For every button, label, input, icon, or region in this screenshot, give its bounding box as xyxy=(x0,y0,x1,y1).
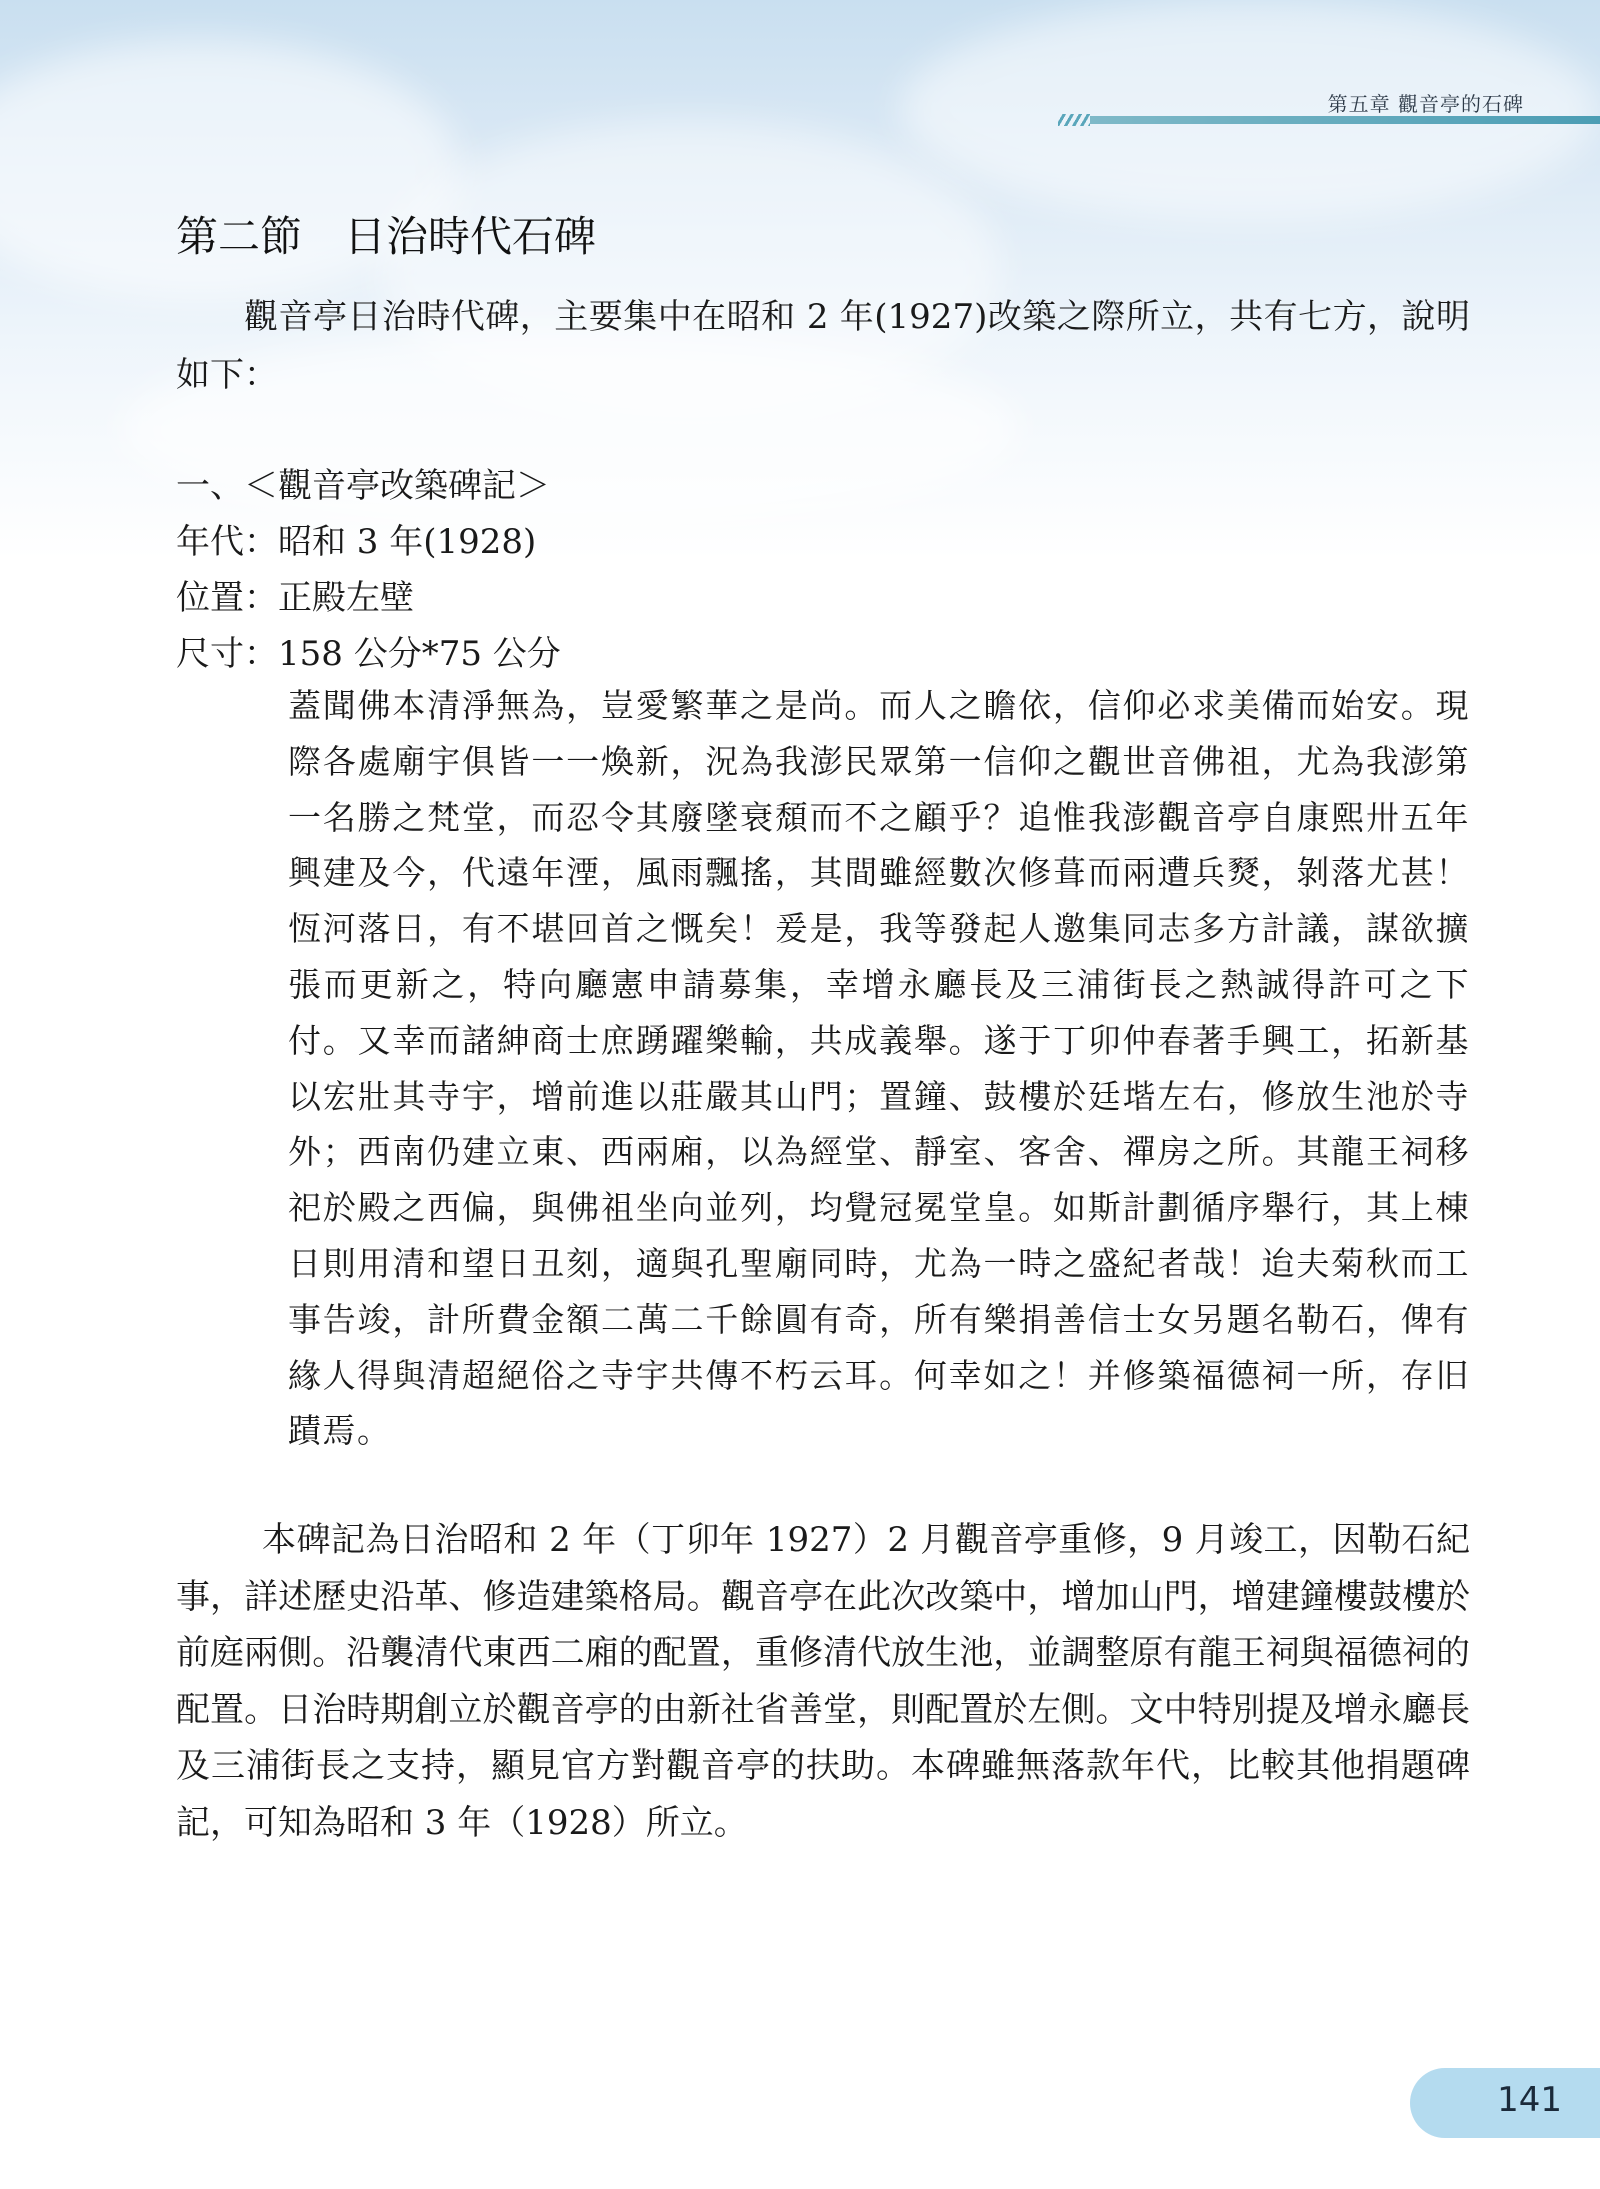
meta-row-location xyxy=(176,570,1470,626)
meta-value: 昭和 3 年(1928) xyxy=(278,522,537,562)
commentary-paragraph: 本碑記為日治昭和 2 年（丁卯年 1927）2 月觀音亭重修，9 月竣工，因勒石紀事，詳述歷史沿革、修造建築格局。觀音亭在此次改築中，增加山門，增建鐘樓鼓樓於前庭兩側。沿襲清代東西二廂的配置，重修清代放生池，並調整原有龍王祠與福德祠的配置。日治時期創立於觀音亭的由新社省善堂，則配置於左側。文中特別提及增永廳長及三浦街長之支持，顯見官方對觀音亭的扶助。本碑雖無落款年代，比較其他捐題碑記，可知為昭和 3 年（1928）所立。 xyxy=(176,1520,1470,1843)
meta-label: 年代： xyxy=(176,522,278,562)
meta-label: 位置： xyxy=(176,578,278,618)
page-number: 141 xyxy=(1497,2080,1562,2120)
intro-paragraph: 觀音亭日治時代碑，主要集中在昭和 2 年(1927)改築之際所立，共有七方，說明如下： xyxy=(176,297,1470,395)
running-header: 第五章 觀音亭的石碑 xyxy=(1327,92,1524,116)
inscription-text: 蓋聞佛本清淨無為，豈愛繁華之是尚。而人之瞻依，信仰必求美備而始安。現際各處廟宇俱皆一一煥新，況為我澎民眾第一信仰之觀世音佛祖，尤為我澎第一名勝之梵堂，而忍令其廢墜衰頹而不之顧乎？追惟我澎觀音亭自康熙卅五年興建及今，代遠年湮，風雨飄搖，其間雖經數次修葺而兩遭兵燹，剝落尤甚！恆河落日，有不堪回首之慨矣！爰是，我等發起人邀集同志多方計議，謀欲擴張而更新之，特向廳憲申請募集，幸增永廳長及三浦街長之熱誠得許可之下付。又幸而諸紳商士庶踴躍樂輸，共成義舉。遂于丁卯仲春著手興工，拓新基以宏壯其寺宇，增前進以莊嚴其山門；置鐘、鼓樓於廷堦左右，修放生池於寺外；西南仍建立東、西兩廂，以為經堂、靜室、客舍、禪房之所。其龍王祠移祀於殿之西偏，與佛祖坐向並列，均覺冠冕堂皇。如斯計劃循序舉行，其上棟日則用清和望日丑刻，適與孔聖廟同時，尤為一時之盛紀者哉！迨夫菊秋而工事告竣，計所費金額二萬二千餘圓有奇，所有樂捐善信士女另題名勒石，俾有緣人得與清超絕俗之寺宇共傳不朽云耳。何幸如之！并修築福德祠一所，存旧蹟焉。 xyxy=(288,686,1470,1451)
header-rule-slashes xyxy=(1058,114,1090,126)
header-rule xyxy=(1090,116,1600,124)
meta-label: 尺寸： xyxy=(176,634,278,674)
inscription-meta xyxy=(176,514,1470,682)
section-title: 第二節 日治時代石碑 xyxy=(176,212,597,261)
meta-value: 正殿左壁 xyxy=(278,578,414,618)
meta-value: 158 公分*75 公分 xyxy=(278,634,561,674)
inscription-title: 一、＜觀音亭改築碑記＞ xyxy=(176,466,550,506)
meta-row-date xyxy=(176,514,1470,570)
meta-row-size xyxy=(176,626,1470,682)
